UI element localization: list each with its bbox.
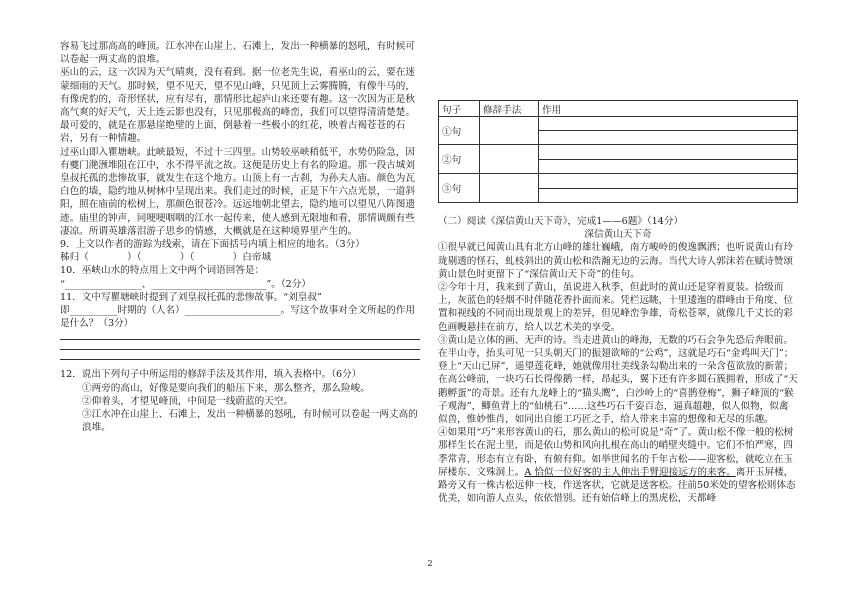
table-cell-device[interactable] [480,145,539,174]
passage-paragraph: ③黄山是立体的画、无声的诗。当走进黄山的峰海，无数的巧石会争先恐后奔眼前。在半山寺，抬头可见一只头朝天门的振翅欲啼的“公鸡”，这就是巧石“金鸡叫天门”；登上“天山已屏”，遥望莲花峰，她就像用壮美线条勾勒出来的一朵含苞欲放的新蕾；在高公峰前，一块巧石长得像鹅一样，昂起头，翼下还有许多圆石簇拥着，形成了“天鹅孵蛋”的奇景。还有九龙峰上的“猫头鹰”，白沙岭上的“喜鹊登梅”，狮子峰顶的“猴子观海”，鲫鱼背上的“仙桃石”……这些巧石千姿百态，逼真超趣，似人似物，似禽似兽，惟妙惟肖，如同出自能工巧匠之手，给人带来丰富的想像和无尽的乐趣。 [438,334,798,426]
question-9-blanks[interactable]: 秭归（ ）（ ）（ ）白帝城 [60,252,272,264]
underlined-sentence: A 恰似一位好客的主人伸出手臂迎接远方的来客。 [524,466,736,478]
table-header-sentence: 句子 [439,101,480,117]
table-row-label: ③句 [439,174,480,203]
table-cell-effect[interactable] [539,131,798,145]
paragraph-text: 离开玉屏楼，路旁又有一株古松远伸一枝，作送客状，它就是送客松。往前50米处的望客松则体态优美，如向游人点头，依依惜别。还有始信峰上的黑虎松，天都峰 [438,466,796,505]
table-cell-device[interactable] [480,117,539,145]
question-11-blanks[interactable]: 即__________时期的（人名）____________________。写这个故事对全文所起的作用是什么？（3分） [60,305,415,330]
question-10-blanks[interactable]: “________________、________________________”。（2分） [60,278,311,290]
question-12-sentence: ①两旁的高山，好像是要向我们的船压下来，那么整齐，那么险峻。 [82,382,370,394]
table-header-device: 修辞手法 [480,101,539,117]
answer-line[interactable] [60,359,420,360]
answer-line[interactable] [60,339,420,340]
table-header-effect: 作用 [539,101,798,117]
table-cell-effect[interactable] [539,188,798,203]
right-column [438,215,798,505]
rhetoric-table [438,100,798,203]
question-10: 10．巫峡山水的特点用上文中两个词语回答是： [60,265,265,277]
paragraph-text: ④如果用“巧”来形容黄山的石，那么黄山的松可说是“奇”了。黄山松不像一般的松树那样生长在泥土里，而是依山势和风向扎根在高山的峭壁夹缝中。它们不怕严寒，四季常青，形态有立有卧，有俯有仰。如举世闻名的千年古松——迎客松，就屹立在玉屏楼东、文殊洞上。 [438,427,794,478]
passage-title: 深信黄山天下奇 [584,229,652,241]
question-12-sentence: ②仰着头，才望见峰顶，中间是一线蔚蓝的天空。 [82,395,294,407]
passage-paragraph: 过巫山即入瞿塘峡。此峡最短，不过十三四里。山势较巫峡稍低平，水势仍险急，因有夔门滟滪堆阻在江中，水不得平流之故。这便是历史上有名的险道。那一段古城刘皇叔托孤的悲惨故事，就发生在这个地方。山顶上有一古刹，为孙夫人庙。颜色为瓦白色的墙，隐约地从树林中呈现出来。我们走过的时候，正是下午六点光景，一道斜阳，照在庙前的松树上，那颜色很苍冷。远远地朝北望去，隐约地可以望见八阵图遗迹。庙里的钟声，同哽哽咽咽的江水一起传来，使人感到无限地和看，那情调颇有些凄凉。所谓英雄落泪游子思乡的情感，大概就是在这种境界里产生的。 [60,146,415,237]
passage-paragraph: 容易飞过那高高的峰顶。江水冲在山崖上、石滩上，发出一种横暴的怒吼，有时候可以卷起一两丈高的浪堆。 [60,41,415,66]
question-9: 9．上文以作者的游踪为线索，请在下面括号内填上相应的地名。（3分） [60,239,365,251]
table-cell-device[interactable] [480,174,539,203]
question-12-sentence: ③江水冲在山崖上、石滩上，发出一种横暴的怒吼，有时候可以卷起一两丈高的浪堆。 [82,409,418,434]
question-12: 12．说出下列句子中所运用的修辞手法及其作用，填入表格中。（6分） [60,369,362,381]
passage-paragraph: 巫山的云，这一次因为天气晴爽，没有看到。据一位老先生说，看巫山的云，要在迷蒙细雨的天气。那时候，望不见天，望不见山峰，只见顶上云雾腾腾，有像牛马的，有像虎豹的，奇形怪状，应有尽有，那情形比起庐山来还要有趣。这一次因为正是秋高气爽的好天气，天上连云影也没有，只见那极高的峰峦，我们可以望得清清楚楚。最可爱的，就是在那悬崖绝壁的上面，倒悬着一些极小的红花，映着古褐苍苍的石岩，另有一种情趣。 [60,67,415,145]
passage-paragraph [438,426,798,505]
answer-line[interactable] [60,349,420,350]
table-cell-effect[interactable] [539,174,798,189]
passage-paragraph: ②今年十月，我来到了黄山，虽说进入秋季，但此时的黄山还是穿着夏装。拾级而上，灰蓝色的轻烟不时伴随花香扑面而来。凭栏远眺，十里逶迤的群峰由于角度、位置和视线的不同而出现景观上的差异，但见峰峦争雄，奇松苍翠，就像几千丈长的彩色画幔悬挂在前方，给人以艺术美的享受。 [438,282,793,333]
question-11: 11．文中写瞿塘峡时提到了刘皇叔托孤的悲惨故事。“刘皇叔” [60,291,322,303]
page-number: 2 [427,559,433,568]
table-cell-effect[interactable] [539,145,798,160]
table-row-label: ①句 [439,117,480,145]
passage-paragraph: ①很早就已闻黄山具有北方山峰的雄壮巍峨，南方峻岭的俊逸飘洒；也听说黄山有玲珑剔透的怪石，虬枝斜出的黄山松和浩瀚无边的云海。当代大诗人郭沫若在赋诗赞颂黄山景色时更留下了“深信黄山天下奇”的佳句。 [438,242,793,280]
left-column [60,40,420,434]
table-row-label: ②句 [439,145,480,174]
table-cell-effect[interactable] [539,159,798,174]
section-heading: （二）阅读《深信黄山天下奇》，完成1——6题》（14分） [438,216,684,227]
table-cell-effect[interactable] [539,117,798,131]
